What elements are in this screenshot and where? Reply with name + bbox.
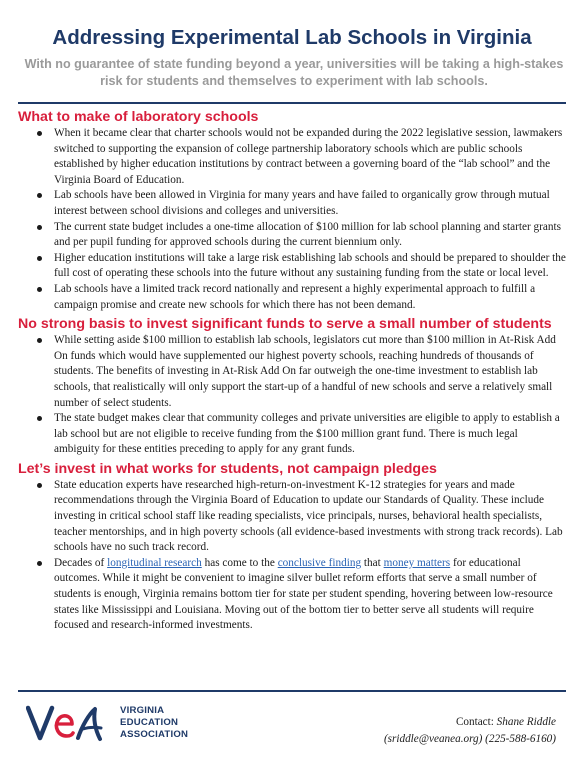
bullet-icon — [37, 416, 42, 421]
list-item — [18, 251, 566, 282]
bullet-icon — [37, 287, 42, 292]
page-subtitle: With no guarantee of state funding beyond a year, universities will be taking a high-stakes risk for students and themselves to experiment with lab schools. — [24, 57, 564, 88]
list-item-text-part: for educational outcomes. While it might be convenient to imagine silver bullet reform efforts that serve a small number of students is enough, Virginia remains bottom tier for state per student spending, hovering between low-resource states like Mississippi and Louisiana. Moving out of the bottom tier to better serve all students will require focused and research-informed investments. — [54, 556, 553, 632]
list-item-text: The state budget makes clear that community colleges and private universities are eligible to apply to establish a lab school but are not eligible to receive funding from the $100 million grant fund. There is much legal ambiguity for these entities preceding to apply for any grant funds. — [54, 412, 560, 456]
list-item — [18, 188, 566, 219]
list-item — [18, 126, 566, 188]
logo-line: VIRGINIA — [120, 705, 165, 716]
page-title: Addressing Experimental Lab Schools in Virginia — [52, 26, 532, 49]
list-item-text-part: has come to the — [201, 556, 278, 569]
top-divider — [18, 102, 566, 104]
bullet-icon — [37, 225, 42, 230]
bullet-icon — [37, 131, 42, 136]
bullet-icon — [37, 256, 42, 261]
list-item — [18, 478, 566, 556]
bullet-icon — [37, 338, 42, 343]
vea-logo-mark-icon — [26, 700, 116, 746]
list-item — [18, 333, 566, 411]
conclusive-finding-link[interactable]: conclusive finding — [277, 556, 362, 569]
list-item-text-part: that — [361, 556, 384, 569]
section-list-invest-what-works — [18, 478, 566, 634]
list-item-text-part: Decades of — [54, 556, 108, 569]
list-item-text: While setting aside $100 million to establish lab schools, legislators cut more than $100 million in At-Risk Add On funds which would have supplemented our highest poverty schools, reaching hundreds of thousands of students. The benefits of investing in At-Risk Add On far outweigh the one-time investment to establish lab schools, that realistically will only support the start-up of a handful of new schools and serve a relatively small number of select students. — [54, 334, 556, 409]
bullet-icon — [37, 483, 42, 488]
logo-line: ASSOCIATION — [120, 729, 189, 740]
contact-label: Contact: — [455, 716, 497, 728]
section-list-no-strong-basis — [18, 333, 566, 458]
list-item-text: Lab schools have a limited track record nationally and represent a highly experimental approach to fulfill a campaign promise and create new schools for which there has not been demand. — [54, 282, 536, 311]
list-item-text: Lab schools have been allowed in Virginia for many years and have failed to organically grow through mutual interest between school divisions and colleges and universities. — [54, 189, 550, 217]
money-matters-link[interactable]: money matters — [383, 556, 451, 569]
list-item — [18, 411, 566, 458]
list-item — [18, 282, 566, 313]
contact-name: Shane Riddle — [496, 716, 556, 728]
bullet-icon — [37, 561, 42, 566]
list-item — [18, 220, 566, 251]
bottom-divider — [18, 690, 566, 692]
contact-line — [384, 714, 556, 731]
section-heading-lab-schools: What to make of laboratory schools — [18, 109, 259, 125]
list-item-text: Higher education institutions will take a large risk establishing lab schools and should be prepared to shoulder the full cost of operating these schools into the future without any sustaining funding from the state or local level. — [54, 251, 566, 280]
list-item-text: When it became clear that charter schools would not be expanded during the 2022 legislative session, lawmakers switched to supporting the expansion of college partnership laboratory schools which are public schools established by higher education institutions by contract between a governing board of the “lab school” and the Virginia Board of Education. — [54, 127, 563, 186]
bullet-icon — [37, 193, 42, 198]
contact-block — [384, 714, 556, 748]
list-item-text: State education experts have researched high-return-on-investment K-12 strategies for years and made recommendations through the Virginia Board of Education to update our Standards of Quality. These include investing in critical school staff like reading specialists, vice principals, nurses, behavioral health specialists, teacher mentorships, and in high poverty schools (all evidence-based investments with strong track records). Lab schools have no such track record. — [54, 478, 563, 554]
section-heading-no-strong-basis: No strong basis to invest significant funds to serve a small number of students — [18, 316, 552, 333]
list-item-text: The current state budget includes a one-time allocation of $100 million for lab school planning and starter grants and per pupil funding for approved schools during the current biennium only. — [54, 220, 562, 249]
section-heading-invest-what-works: Let’s invest in what works for students, not campaign pledges — [18, 460, 437, 477]
section-list-lab-schools — [18, 126, 566, 313]
longitudinal-research-link[interactable]: longitudinal research — [107, 556, 202, 569]
main-content — [18, 108, 566, 636]
contact-details: (sriddle@veanea.org) (225-588-6160) — [383, 733, 556, 745]
vea-logo — [26, 700, 226, 750]
logo-line: EDUCATION — [120, 717, 179, 728]
list-item — [18, 556, 566, 634]
vea-logo-text — [120, 705, 188, 741]
